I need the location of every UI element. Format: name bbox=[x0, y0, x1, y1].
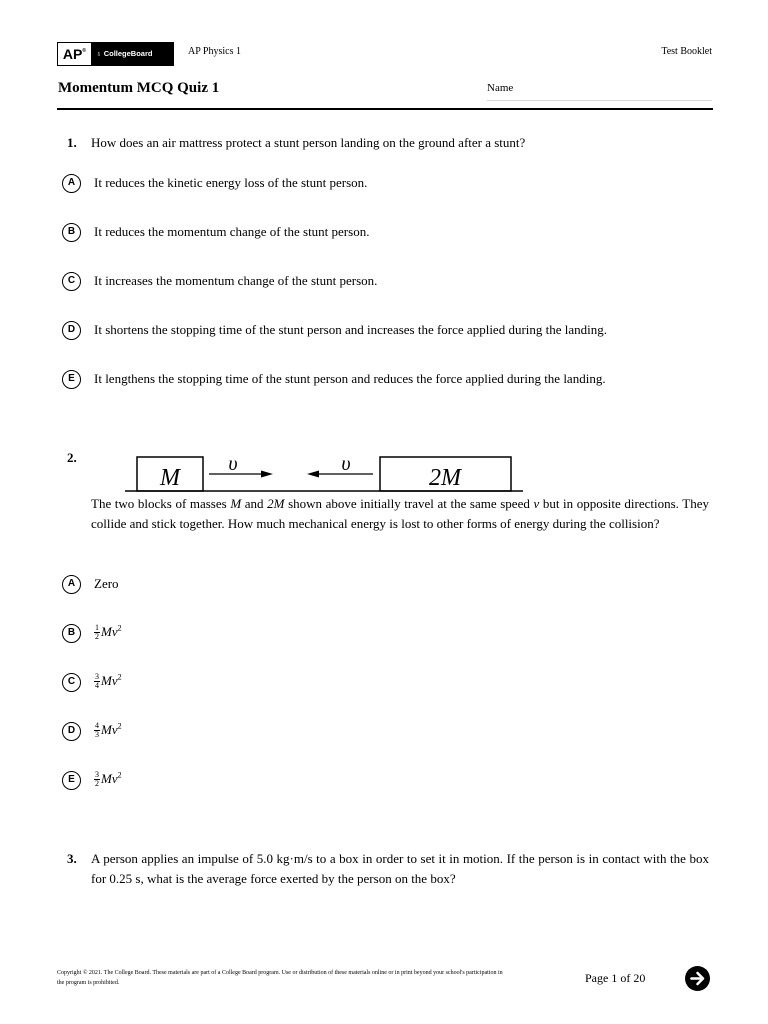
ap-logo-text: AP® bbox=[58, 43, 91, 65]
fraction: $\frac{1}{2}$ bbox=[95, 622, 99, 641]
q2-option-c-bubble[interactable]: C bbox=[62, 673, 81, 692]
q2-option-d[interactable] bbox=[62, 722, 81, 741]
velocity-left-label: υ bbox=[228, 453, 238, 475]
q1-text: How does an air mattress protect a stunt person landing on the ground after a stunt? bbox=[91, 135, 526, 150]
q2-number: 2. bbox=[67, 450, 77, 465]
q2-option-a-bubble[interactable]: A bbox=[62, 575, 81, 594]
q2-option-b[interactable] bbox=[62, 624, 81, 643]
fraction: $\frac{4}{3}$ bbox=[95, 720, 99, 739]
q2-option-e-bubble[interactable]: E bbox=[62, 771, 81, 790]
copyright-notice: Copyright © 2021. The College Board. These materials are part of a College Board program. Use or distribution of these materials online or in print beyond your school's participation in the program is prohibited. bbox=[57, 970, 503, 986]
q1-option-c-bubble[interactable]: C bbox=[62, 272, 81, 291]
ap-collegeboard-logo bbox=[57, 42, 174, 66]
page-number: Page 1 of 20 bbox=[585, 971, 646, 985]
q1-option-a-text: It reduces the kinetic energy loss of the stunt person. bbox=[94, 175, 368, 190]
q1-option-e[interactable] bbox=[62, 370, 81, 389]
booklet-label: Test Booklet bbox=[661, 46, 712, 57]
q2-option-b-bubble[interactable]: B bbox=[62, 624, 81, 643]
q1-option-b[interactable] bbox=[62, 223, 81, 242]
q1-option-a-bubble[interactable]: A bbox=[62, 174, 81, 193]
q2-block-diagram bbox=[125, 452, 525, 494]
arrow-right-icon bbox=[685, 966, 710, 991]
fraction: $\frac{3}{4}$ bbox=[95, 671, 99, 690]
q2-option-d-expr: $\frac{4}{3}$ Mv$^2$ bbox=[95, 720, 122, 739]
collegeboard-logo-text: ♁ CollegeBoard bbox=[91, 43, 173, 65]
q2-option-e-expr: $\frac{3}{2}$ Mv$^2$ bbox=[95, 769, 122, 788]
q3-text: A person applies an impulse of 5.0 kg·m/s to a box in order to set it in motion. If the person is in contact with the box for 0.25 s, what is the average force exerted by the person on the box? bbox=[91, 851, 709, 886]
block-m-label: M bbox=[160, 465, 180, 491]
subject-label: AP Physics 1 bbox=[188, 46, 241, 57]
name-label: Name bbox=[487, 82, 514, 94]
q2-option-b-expr: $\frac{1}{2}$ Mv$^2$ bbox=[95, 622, 122, 641]
q1-option-c-text: It increases the momentum change of the stunt person. bbox=[94, 273, 378, 288]
velocity-right-label: υ bbox=[341, 453, 351, 475]
q1-option-c[interactable] bbox=[62, 272, 81, 291]
q1-option-b-text: It reduces the momentum change of the stunt person. bbox=[94, 224, 370, 239]
name-field-line[interactable] bbox=[487, 100, 712, 101]
q1-option-e-text: It lengthens the stopping time of the stunt person and reduces the force applied during the landing. bbox=[94, 371, 606, 386]
header-divider bbox=[57, 108, 713, 110]
fraction: $\frac{3}{2}$ bbox=[95, 769, 99, 788]
next-page-button[interactable] bbox=[685, 966, 710, 991]
block-2m-label: 2M bbox=[429, 465, 461, 491]
q1-option-d-bubble[interactable]: D bbox=[62, 321, 81, 340]
q1-option-b-bubble[interactable]: B bbox=[62, 223, 81, 242]
q2-option-d-bubble[interactable]: D bbox=[62, 722, 81, 741]
q2-text: The two blocks of masses M and 2M shown above initially travel at the same speed v but in opposite directions. They collide and stick together. How much mechanical energy is lost to other forms of energy during the collision? bbox=[91, 496, 709, 531]
q1-number: 1. bbox=[67, 135, 77, 150]
q2-option-c[interactable] bbox=[62, 673, 81, 692]
q2-option-c-expr: $\frac{3}{4}$ Mv$^2$ bbox=[95, 671, 122, 690]
q3-number: 3. bbox=[67, 851, 77, 866]
q2-option-a[interactable] bbox=[62, 575, 81, 594]
q2-option-a-text: Zero bbox=[94, 576, 119, 591]
q1-option-a[interactable] bbox=[62, 174, 81, 193]
q1-option-d[interactable] bbox=[62, 321, 81, 340]
collegeboard-acorn-icon: ♁ bbox=[96, 49, 102, 58]
q2-option-e[interactable] bbox=[62, 771, 81, 790]
page-title: Momentum MCQ Quiz 1 bbox=[58, 80, 220, 96]
q1-option-d-text: It shortens the stopping time of the stunt person and increases the force applied during the landing. bbox=[94, 322, 608, 337]
q1-option-e-bubble[interactable]: E bbox=[62, 370, 81, 389]
arrow-right-icon bbox=[261, 471, 273, 478]
arrow-left-icon bbox=[307, 471, 319, 478]
